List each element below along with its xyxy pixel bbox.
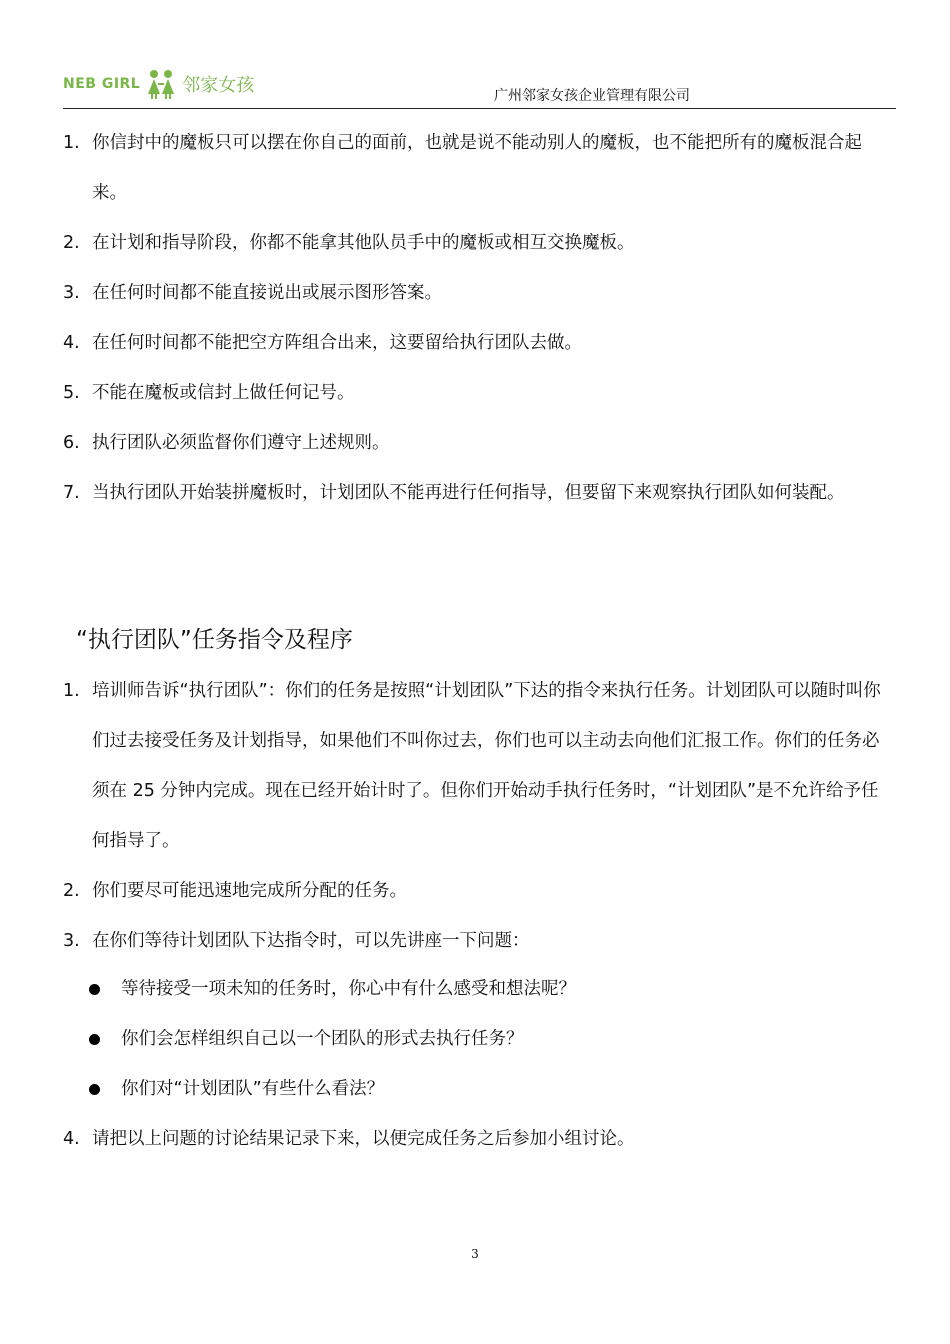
bullet-dot-icon [89,1084,100,1095]
list-item: 3. 在任何时间都不能直接说出或展示图形答案。 [63,283,442,303]
question-list [63,964,896,1114]
section-heading: “执行团队”任务指令及程序 [76,627,353,653]
bullet-item: 你们会怎样组织自己以一个团队的形式去执行任务？ [63,1014,896,1064]
list-item: 1. 培训师告诉“执行团队”：你们的任务是按照“计划团队”下达的指令来执行任务。计划团队可以随时叫你们过去接受任务及计划指导，如果他们不叫你过去，你们也可以主动去向他们汇报工作。你们的任务必须在 25 分钟内完成。现在已经开始计时了。但你们开始动手执行任务时，“计划团队”是不允许给予任何指导了。 [63,681,881,851]
list-item: 1. 你信封中的魔板只可以摆在你自己的面前，也就是说不能动别人的魔板，也不能把所有的魔板混合起来。 [63,133,862,203]
logo-text-en: NEB GIRL [63,76,141,92]
list-item: 2. 你们要尽可能迅速地完成所分配的任务。 [63,881,407,901]
list-item: 4. 在任何时间都不能把空方阵组合出来，这要留给执行团队去做。 [63,333,582,353]
list-item: 4. 请把以上问题的讨论结果记录下来，以便完成任务之后参加小组讨论。 [63,1129,635,1149]
company-logo [63,66,254,102]
list-item: 3. 在你们等待计划团队下达指令时，可以先讲座一下问题： [63,931,530,951]
two-girls-icon [144,68,178,100]
bullet-dot-icon [89,984,100,995]
list-item: 6. 执行团队必须监督你们遵守上述规则。 [63,433,390,453]
page-header [63,66,896,109]
bullet-item: 等待接受一项未知的任务时，你心中有什么感受和想法呢？ [63,964,896,1014]
rules-list [63,118,896,518]
steps-list [63,666,896,966]
bullet-item: 你们对“计划团队”有些什么看法？ [63,1064,896,1114]
list-item: 7. 当执行团队开始装拼魔板时，计划团队不能再进行任何指导，但要留下来观察执行团队如何装配。 [63,483,845,503]
bullet-dot-icon [89,1034,100,1045]
company-name: 广州邻家女孩企业管理有限公司 [494,88,690,104]
logo-text-cn: 邻家女孩 [182,75,255,96]
final-step-list [63,1114,896,1164]
list-item: 2. 在计划和指导阶段，你都不能拿其他队员手中的魔板或相互交换魔板。 [63,233,635,253]
page-number: 3 [471,1247,479,1261]
list-item: 5. 不能在魔板或信封上做任何记号。 [63,383,355,403]
